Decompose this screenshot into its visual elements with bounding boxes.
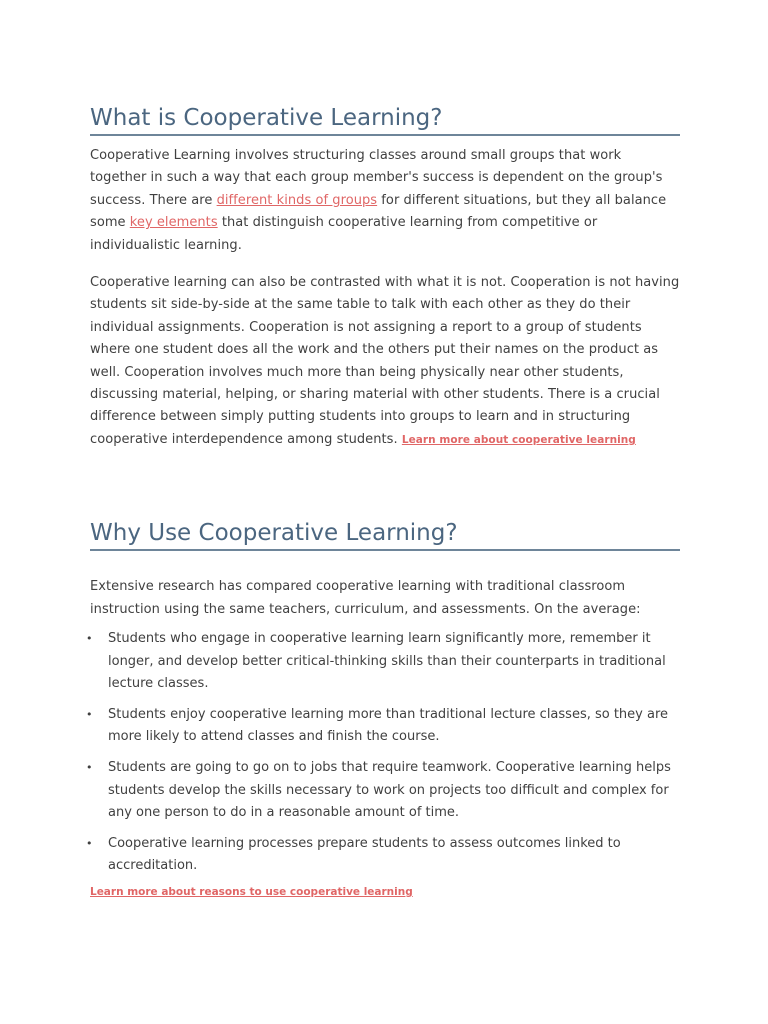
benefits-list (86, 628, 680, 878)
contrast-paragraph (90, 272, 680, 451)
section-title-what-is: What is Cooperative Learning? (90, 103, 680, 136)
list-item (86, 833, 680, 878)
different-kinds-of-groups-link[interactable]: different kinds of groups (216, 192, 378, 208)
learn-more-reasons-link[interactable]: Learn more about reasons to use cooperative learning (90, 886, 413, 899)
key-elements-link[interactable]: key elements (129, 215, 218, 231)
section-title-why-use: Why Use Cooperative Learning? (90, 518, 680, 551)
bullet-icon: • (86, 836, 93, 850)
list-item-text: Cooperative learning processes prepare students to assess outcomes linked to accreditation. (108, 835, 621, 874)
list-item (86, 757, 680, 824)
list-item-text: Students who engage in cooperative learning learn significantly more, remember it longer, and develop better critical-thinking skills than their counterparts in traditional lecture classes. (108, 631, 666, 691)
bullet-icon: • (86, 707, 93, 721)
definition-paragraph (90, 145, 680, 257)
list-item-text: Students are going to go on to jobs that require teamwork. Cooperative learning helps students develop the skills necessary to work on projects too difficult and complex for any one person to do in a reasonable amount of time. (108, 760, 671, 820)
paragraph-text: for different situations, but they all balance some (90, 192, 667, 231)
document-page (0, 103, 768, 1024)
bullet-icon: • (86, 761, 93, 775)
paragraph-text: Cooperative learning can also be contrasted with what it is not. Cooperation is not having students sit side-by-side at the same table to talk with each other as they do their individual assignments. Cooperation is not assigning a report to a group of students where one student does all the work and the others put their names on the product as well. Cooperation involves much more than being physically near other students, discussing material, helping, or sharing material with other students. There is a crucial difference between simply putting students into groups to learn and in structuring cooperative interdependence among students. (90, 275, 680, 447)
bullet-icon: • (86, 632, 93, 646)
paragraph-text: that distinguish cooperative learning from competitive or individualistic learning. (90, 215, 598, 253)
paragraph-text: Cooperative Learning involves structuring classes around small groups that work together in such a way that each group member's success is dependent on the group's success. There are (90, 148, 663, 208)
list-item (86, 704, 680, 749)
research-intro-paragraph: Extensive research has compared cooperative learning with traditional classroom instruction using the same teachers, curriculum, and assessments. On the average: (90, 579, 641, 617)
list-item-text: Students enjoy cooperative learning more than traditional lecture classes, so they are more likely to attend classes and finish the course. (108, 706, 669, 745)
learn-more-cooperative-learning-link[interactable]: Learn more about cooperative learning (401, 433, 636, 446)
list-item (86, 628, 680, 695)
